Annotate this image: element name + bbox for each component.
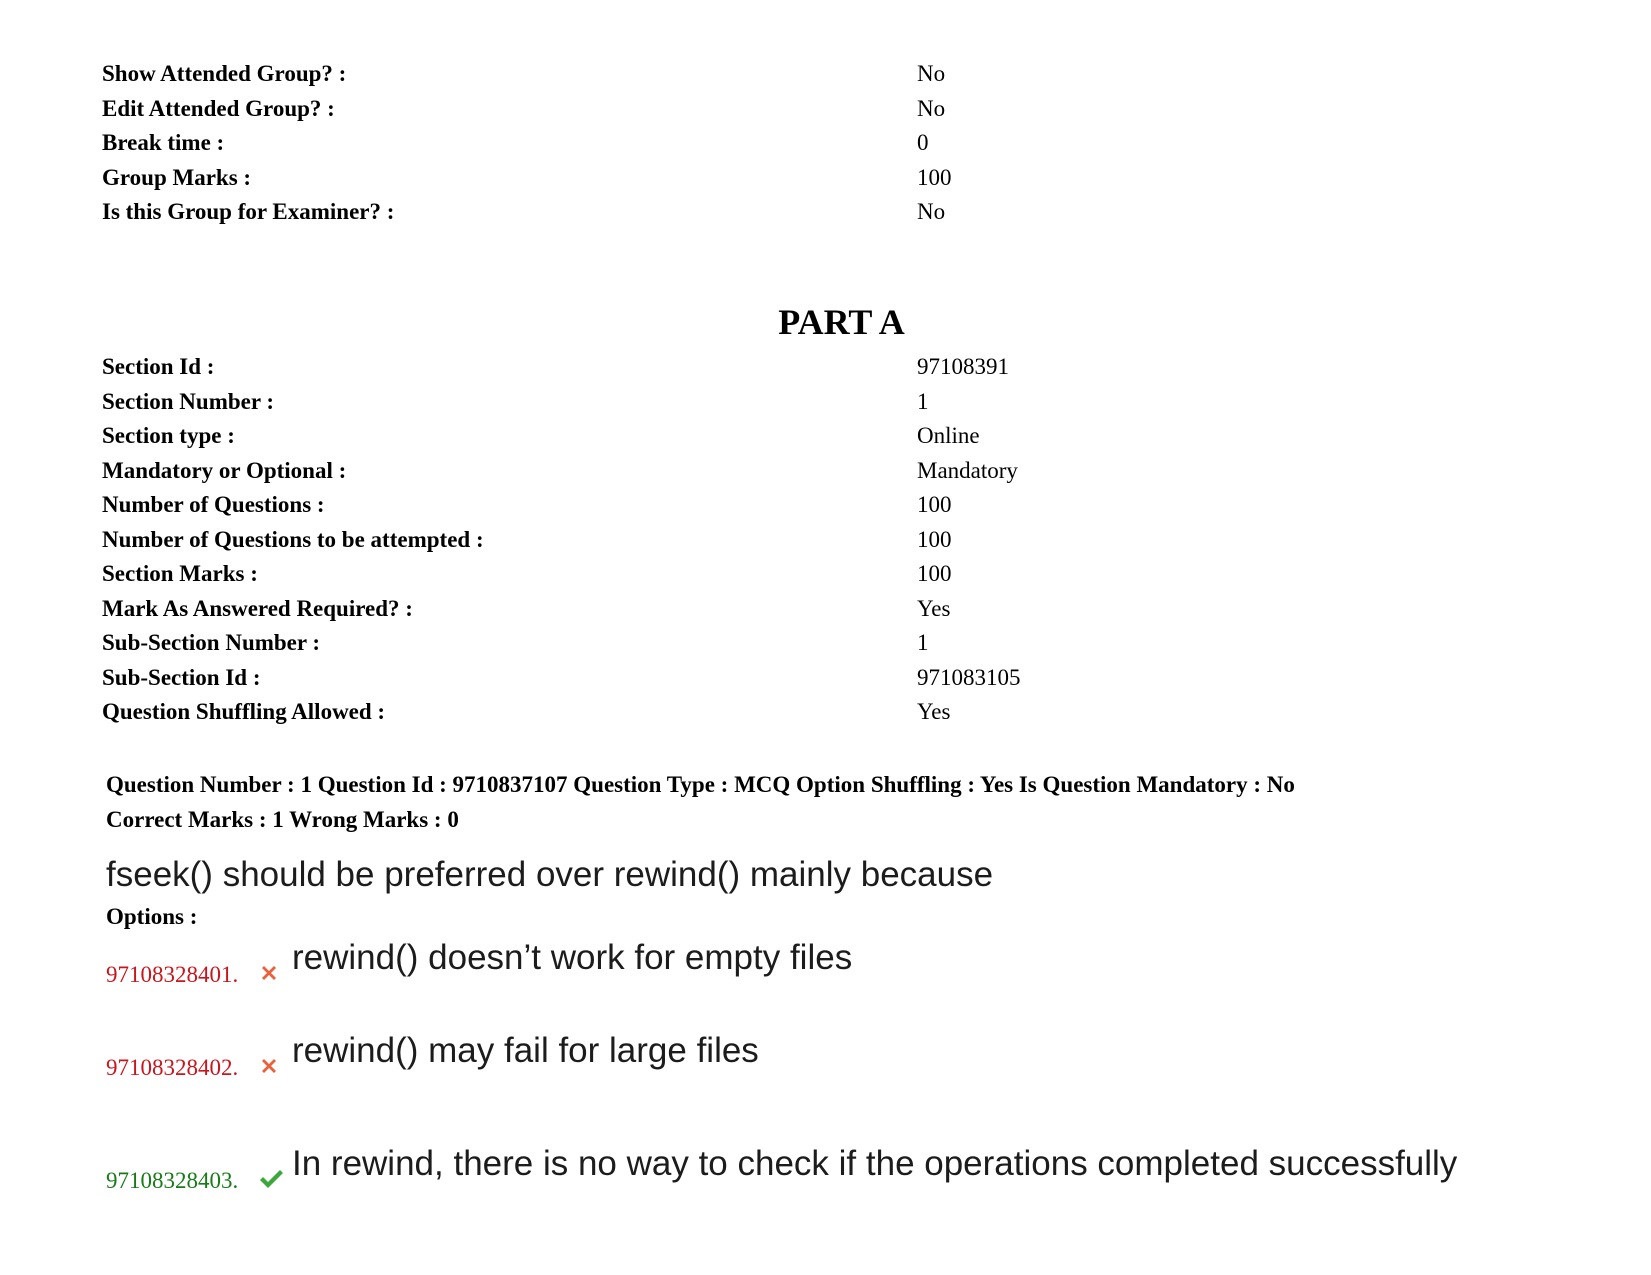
options-label: Options : bbox=[106, 904, 198, 929]
section-info-row bbox=[102, 626, 1502, 661]
cross-icon bbox=[258, 1055, 280, 1077]
field-label: Sub-Section Number : bbox=[102, 630, 321, 655]
section-info-row bbox=[102, 419, 1502, 454]
check-icon bbox=[258, 1168, 280, 1190]
option-text: rewind() may fail for large files bbox=[292, 1031, 759, 1070]
section-info-row bbox=[102, 488, 1502, 523]
option-text: In rewind, there is no way to check if the operations completed successfully bbox=[292, 1144, 1458, 1183]
group-info-row bbox=[102, 161, 1502, 196]
field-value: 0 bbox=[917, 130, 929, 155]
question-meta bbox=[106, 768, 1556, 837]
field-label: Mark As Answered Required? : bbox=[102, 595, 413, 621]
field-label: Edit Attended Group? : bbox=[102, 95, 335, 121]
field-value: 100 bbox=[917, 492, 952, 517]
group-info bbox=[102, 57, 1502, 230]
section-info-row bbox=[102, 661, 1502, 696]
field-value: No bbox=[917, 95, 946, 121]
group-info-row bbox=[102, 92, 1502, 127]
field-label: Section Marks : bbox=[102, 561, 258, 586]
section-info-row bbox=[102, 385, 1502, 420]
field-label: Mandatory or Optional : bbox=[102, 457, 347, 483]
field-value: No bbox=[917, 199, 946, 224]
field-label: Question Shuffling Allowed : bbox=[102, 699, 386, 724]
option-item bbox=[106, 1023, 1556, 1083]
field-value: Yes bbox=[917, 699, 951, 724]
field-value: Online bbox=[917, 423, 980, 448]
field-value: 1 bbox=[917, 388, 929, 414]
field-value: Yes bbox=[917, 595, 951, 621]
field-value: 100 bbox=[917, 164, 952, 190]
section-info-row bbox=[102, 557, 1502, 592]
section-info-row bbox=[102, 523, 1502, 558]
field-label: Show Attended Group? : bbox=[102, 61, 347, 86]
field-label: Group Marks : bbox=[102, 164, 252, 190]
field-value: 100 bbox=[917, 526, 952, 552]
group-info-row bbox=[102, 57, 1502, 92]
option-id: 97108328402. bbox=[106, 1055, 239, 1080]
question-meta-line: Question Number : 1 Question Id : 9710837107 Question Type : MCQ Option Shuffling : Yes Is Question Mandatory : No bbox=[106, 772, 1295, 797]
section-info-row bbox=[102, 350, 1502, 385]
group-info-row bbox=[102, 126, 1502, 161]
option-text: rewind() doesn’t work for empty files bbox=[292, 938, 853, 977]
group-info-row bbox=[102, 195, 1502, 230]
question-marks-line: Correct Marks : 1 Wrong Marks : 0 bbox=[106, 806, 459, 832]
field-value: Mandatory bbox=[917, 457, 1018, 483]
cross-icon bbox=[258, 962, 280, 984]
field-value: No bbox=[917, 61, 946, 86]
field-label: Section Id : bbox=[102, 354, 215, 379]
option-item bbox=[106, 1136, 1556, 1196]
part-title: PART A bbox=[778, 302, 905, 342]
question-text: fseek() should be preferred over rewind() mainly because bbox=[106, 855, 994, 894]
field-label: Section type : bbox=[102, 423, 235, 448]
field-label: Is this Group for Examiner? : bbox=[102, 199, 395, 224]
section-info-row bbox=[102, 592, 1502, 627]
field-label: Number of Questions : bbox=[102, 492, 325, 517]
field-value: 1 bbox=[917, 630, 929, 655]
section-info-row bbox=[102, 695, 1502, 730]
field-label: Sub-Section Id : bbox=[102, 664, 261, 690]
option-item bbox=[106, 930, 1556, 990]
field-value: 100 bbox=[917, 561, 952, 586]
section-info-row bbox=[102, 454, 1502, 489]
field-label: Section Number : bbox=[102, 388, 275, 414]
section-info bbox=[102, 350, 1502, 730]
option-id: 97108328401. bbox=[106, 962, 239, 987]
option-id: 97108328403. bbox=[106, 1168, 239, 1193]
field-label: Number of Questions to be attempted : bbox=[102, 526, 484, 552]
field-label: Break time : bbox=[102, 130, 225, 155]
field-value: 97108391 bbox=[917, 354, 1009, 379]
field-value: 971083105 bbox=[917, 664, 1021, 690]
